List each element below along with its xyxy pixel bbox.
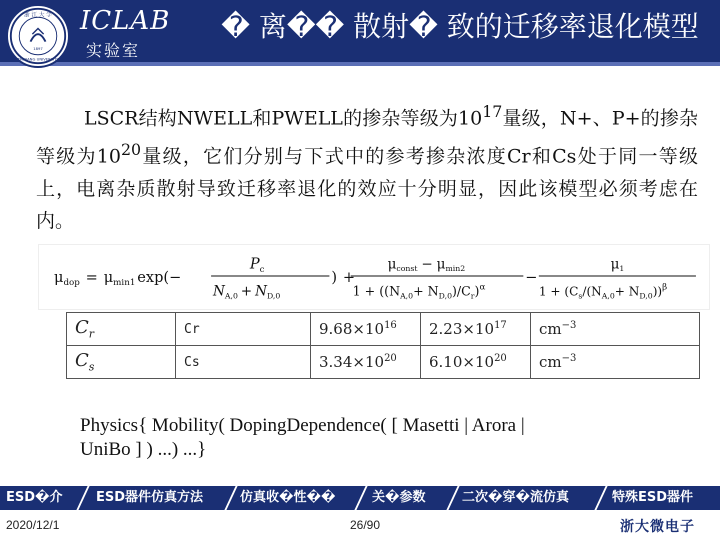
param-name: Cs bbox=[176, 346, 311, 379]
formula-den3-sub-s: s bbox=[578, 291, 583, 301]
param-electron-value: $3.34\times 10^{20}$ bbox=[311, 346, 421, 379]
formula-den3-sub-d: D,0 bbox=[639, 291, 653, 301]
formula-den2-end: )/C bbox=[452, 283, 471, 299]
formula-den3-end: )) bbox=[652, 284, 663, 299]
formula-num2b: μ bbox=[436, 256, 446, 273]
formula-num2-sub: const bbox=[396, 264, 418, 274]
formula-num2: μ bbox=[387, 256, 397, 273]
formula-n1-sub: A,0 bbox=[224, 291, 238, 301]
table-row bbox=[67, 313, 700, 346]
formula-plus: + bbox=[240, 283, 253, 300]
formula-num3: μ bbox=[610, 256, 620, 273]
param-symbol: $C_s$ bbox=[67, 346, 176, 379]
formula-pc-sub: c bbox=[259, 265, 265, 276]
formula-den2-pow: α bbox=[479, 282, 486, 293]
seal-text-bottom: ZHEJIANG UNIVERSITY bbox=[17, 57, 59, 62]
formula-den2-close: ) bbox=[474, 283, 480, 299]
formula-pc: P bbox=[249, 256, 260, 273]
seal-year: 1897 bbox=[33, 47, 43, 52]
nav-tab-key-parameters[interactable]: 关�参数 bbox=[372, 490, 426, 505]
formula-lhs: μ bbox=[54, 269, 64, 286]
physics-command-line-2: UniBo ] ) ...) ...} bbox=[80, 439, 207, 460]
body-paragraph bbox=[36, 96, 698, 237]
formula-den3-mid2: + N bbox=[614, 284, 640, 299]
formula-n1: N bbox=[213, 283, 225, 300]
footer-brand: 浙大微电子 bbox=[620, 519, 695, 535]
formula-num2b-sub: min2 bbox=[445, 264, 466, 274]
formula-den2-sub-a: A,0 bbox=[400, 291, 414, 301]
formula-num3-sub: 1 bbox=[619, 264, 625, 274]
table-row bbox=[67, 346, 700, 379]
formula-close: ) bbox=[331, 269, 338, 286]
seal-text-top: 浙 江 大 学 bbox=[24, 12, 52, 19]
university-seal-icon bbox=[6, 4, 70, 68]
formula-den3: 1 + (C bbox=[538, 284, 579, 299]
svg-text:1 + (Cs/(NA,0+ ND,0))β bbox=[539, 283, 667, 301]
physics-command-line-1: Physics{ Mobility( DopingDependence( [ Masetti | Arora | bbox=[80, 415, 525, 436]
footer-date: 2020/12/1 bbox=[6, 518, 60, 532]
param-electron-value: $9.68\times 10^{16}$ bbox=[311, 313, 421, 346]
mobility-formula bbox=[38, 244, 710, 310]
page-number: 26/90 bbox=[350, 518, 381, 532]
formula-exp: exp(− bbox=[137, 269, 182, 286]
slide-title: � 离�� 散射� 致的迁移率退化模型 bbox=[221, 10, 699, 43]
body-text-1: LSCR结构NWELL和PWELL的掺杂等级为10 bbox=[84, 107, 483, 130]
formula-n1b-sub: D,0 bbox=[266, 291, 281, 301]
formula-den2-sub-d: D,0 bbox=[438, 291, 453, 301]
physics-command bbox=[80, 414, 660, 462]
body-sup-1: 17 bbox=[482, 102, 503, 121]
body-text-2: 量级，N+、P+的掺杂等级为10 bbox=[36, 107, 698, 168]
nav-tab-esd-intro[interactable]: ESD�介 bbox=[6, 490, 63, 505]
formula-lhs-sub: dop bbox=[63, 277, 80, 288]
nav-tab-esd-simulation-method[interactable]: ESD器件仿真方法 bbox=[96, 490, 204, 505]
parameter-table bbox=[66, 312, 700, 379]
body-text-3: 量级，它们分别与下式中的参考掺杂浓度Cr和Cs处于同一等级上，电离杂质散射导致迁移率退化的效应十分明显，因此该模型必须考虑在内。 bbox=[36, 145, 698, 232]
param-hole-value: $6.10\times 10^{20}$ bbox=[421, 346, 531, 379]
nav-tab-convergence[interactable]: 仿真收�性�� bbox=[240, 490, 336, 505]
param-symbol: $C_r$ bbox=[67, 313, 176, 346]
param-unit: $cm^{-3}$ bbox=[531, 313, 700, 346]
formula-t1-sub: min1 bbox=[113, 277, 136, 288]
formula-den3-sub-a: A,0 bbox=[601, 291, 615, 301]
param-unit: $cm^{-3}$ bbox=[531, 346, 700, 379]
svg-text:μdop=μmin1exp(− bbox=[54, 270, 181, 288]
svg-text:NA,0+ND,0 bbox=[212, 283, 280, 300]
formula-plus2: + bbox=[342, 269, 356, 286]
param-hole-value: $2.23\times 10^{17}$ bbox=[421, 313, 531, 346]
formula-minus2: − bbox=[525, 269, 538, 286]
svg-text:)+ bbox=[331, 270, 355, 286]
nav-tab-special-esd-devices[interactable]: 特殊ESD器件 bbox=[612, 490, 694, 505]
formula-den3-mid: /(N bbox=[582, 284, 602, 299]
svg-text:μ1 bbox=[611, 256, 625, 273]
header-accent-stripe bbox=[0, 62, 720, 66]
formula-minus: − bbox=[421, 256, 433, 273]
formula-t1: μ bbox=[103, 269, 114, 286]
formula-eq: = bbox=[85, 269, 98, 286]
body-sup-2: 20 bbox=[120, 140, 142, 160]
param-name: Cr bbox=[176, 313, 311, 346]
svg-text:μconst−μmin2 bbox=[388, 256, 466, 273]
formula-den2-mid: + N bbox=[413, 283, 439, 299]
svg-text:1 + ((NA,0+ ND,0)/Cr)α bbox=[353, 283, 486, 301]
formula-den2: 1 + ((N bbox=[352, 283, 401, 299]
formula-n1b: N bbox=[255, 283, 267, 300]
formula-den2-sub-r: r bbox=[470, 291, 475, 301]
lab-name: ICLAB bbox=[80, 6, 171, 36]
lab-subtitle: 实验室 bbox=[86, 41, 141, 60]
formula-den3-pow: β bbox=[662, 282, 668, 293]
nav-tab-secondary-breakdown[interactable]: 二次�穿�流仿真 bbox=[462, 490, 569, 505]
